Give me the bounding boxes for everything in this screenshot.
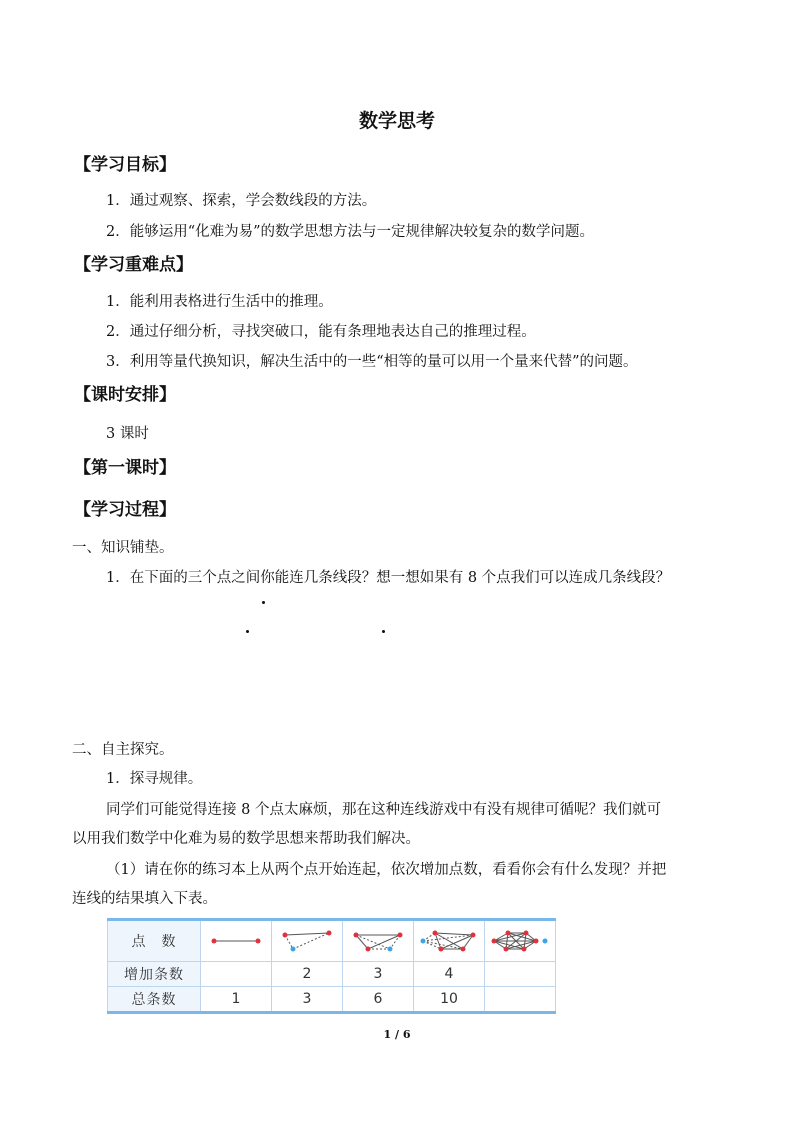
key-point-1: 1．能利用表格进行生活中的推理。: [106, 294, 333, 310]
page-title: 数学思考: [358, 110, 435, 132]
part2-paragraph2-line1: （1）请在你的练习本上从两个点开始连起，依次增加点数，看看你会有什么发现？并把: [106, 862, 667, 878]
part2-paragraph1-line2: 以用我们数学中化难为易的数学思想来帮助我们解决。: [72, 831, 420, 847]
five-points-figure: [419, 927, 479, 955]
process-heading: 【学习过程】: [74, 500, 176, 520]
part2-paragraph2-line2: 连线的结果填入下表。: [72, 891, 217, 907]
part2-paragraph1-line1: 同学们可能觉得连接 8 个点太麻烦，那在这种连线游戏中有没有规律可循呢？我们就可: [106, 802, 661, 818]
six-points-figure: [490, 927, 550, 955]
table-row-added: [108, 962, 556, 987]
part1-question: 1．在下面的三个点之间你能连几条线段？想一想如果有 8 个点我们可以连成几条线段？: [106, 570, 671, 586]
lesson-heading: 【第一课时】: [74, 458, 176, 478]
row-label-added: 增加条数: [108, 962, 201, 987]
total-cell: 6: [343, 987, 414, 1013]
three-points-figure: [279, 927, 335, 955]
added-cell: [201, 962, 272, 987]
figure-3-points: [272, 920, 343, 962]
key-points-heading: 【学习重难点】: [74, 255, 193, 275]
goal-item-1: 1．通过观察、探索，学会数线段的方法。: [106, 193, 377, 209]
four-points-figure: [350, 927, 406, 955]
schedule-heading: 【课时安排】: [74, 385, 176, 405]
figure-5-points: [414, 920, 485, 962]
two-points-figure: [208, 929, 264, 953]
total-cell: 10: [414, 987, 485, 1013]
schedule-text: 3 课时: [106, 426, 149, 442]
point-right: [382, 630, 385, 633]
total-cell: [485, 987, 556, 1013]
goals-heading: 【学习目标】: [74, 155, 176, 175]
part2-subheading: 1．探寻规律。: [106, 771, 203, 787]
added-cell: 2: [272, 962, 343, 987]
table-row-total: [108, 987, 556, 1013]
point-top: [262, 601, 265, 604]
part1-heading: 一、知识铺垫。: [72, 540, 174, 556]
part2-heading: 二、自主探究。: [72, 742, 174, 758]
figure-2-points: [201, 920, 272, 962]
key-point-3: 3．利用等量代换知识，解决生活中的一些“相等的量可以用一个量来代替”的问题。: [106, 354, 638, 370]
added-cell: 3: [343, 962, 414, 987]
point-left: [246, 630, 249, 633]
added-cell: 4: [414, 962, 485, 987]
total-cell: 3: [272, 987, 343, 1013]
figure-6-points: [485, 920, 556, 962]
added-cell: [485, 962, 556, 987]
row-label-total: 总条数: [108, 987, 201, 1013]
row-label-points: 点 数: [108, 920, 201, 962]
goal-item-2: 2．能够运用“化难为易”的数学思想方法与一定规律解决较复杂的数学问题。: [106, 224, 595, 240]
total-cell: 1: [201, 987, 272, 1013]
key-point-2: 2．通过仔细分析，寻找突破口，能有条理地表达自己的推理过程。: [106, 324, 536, 340]
page-number: 1 / 6: [383, 1028, 411, 1041]
table-row-points: [108, 920, 556, 962]
segment-count-table: [107, 918, 556, 1014]
figure-4-points: [343, 920, 414, 962]
